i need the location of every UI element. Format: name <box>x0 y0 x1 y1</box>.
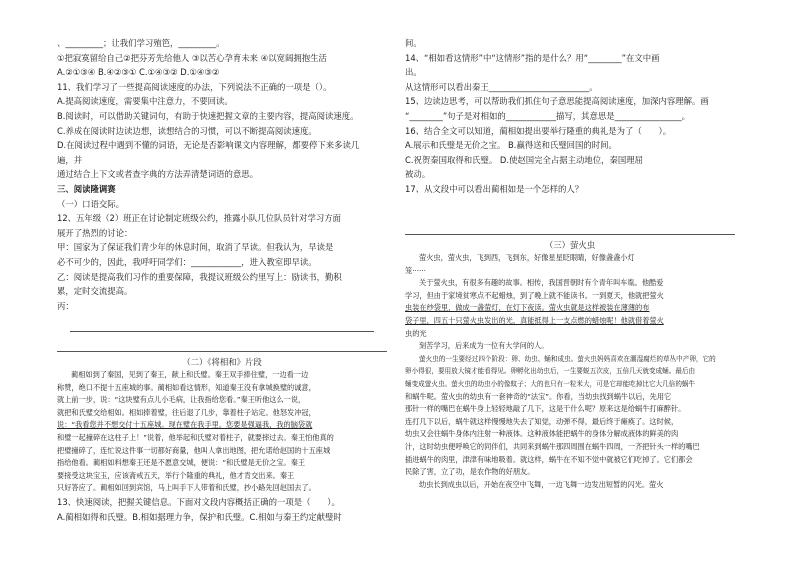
choice-line: A.②①③④ B.④②③① C.①④③② D.①④③② <box>57 67 220 78</box>
passage-line: 那针一样的嘴巴在蜗牛身上轻轻地敲了几下，这是干什么呢？原来这是给蜗牛打麻醉针。 <box>405 404 686 414</box>
passage-3 <box>405 239 735 491</box>
passage-line-underlined: 说：“我看您并不想交付十五座城。现在璧在我手里。您要是强逼我，我的脑袋就 <box>57 420 313 430</box>
text-line: 展开了热烈的讨论： <box>57 227 133 238</box>
passage-line-underlined: 虫装在纱袋里，做成一盏萤灯，在灯下夜读。萤火虫就是这样被装在薄薄的布 <box>405 303 650 313</box>
passage-line: 就把和氏璧交给相如。相如捧着璧，往后退了几步，靠着柱子站定。他怒发冲冠， <box>57 407 316 417</box>
passage-line: 刻苦学习，后来成为一位有大学问的人。 <box>419 341 549 351</box>
passage-line: 和璧一起撞碎在这柱子上！”说着，他举起和氏璧对着柱子，就要摔过去。秦王怕他真的 <box>57 432 334 442</box>
choice-b: B.阅读时，可以借助关键词句，有助于快速把握文章的主要内容，提高阅读速度。 <box>57 110 359 121</box>
text-line: 、_________；让我们学习殖笆，_________。 <box>57 38 225 48</box>
passage-2 <box>57 356 387 524</box>
answer-underline <box>70 331 374 332</box>
option-list: ①把寂寞留给自己②把芬芳先给他人 ③以苦心孕育未来 ④以宽阔拥抱生活 <box>57 52 327 63</box>
passage-line: 把璧撞碎了，连忙说这件事一切都好商量，他叫人拿出地图，把允诺给赵国的十五座城 <box>57 445 331 455</box>
passage-title: （三）萤火虫 <box>544 240 596 250</box>
question-14: 14、“相如看这情形”中“这情形”指的是什么？用“________”在文中画 <box>405 52 660 63</box>
text-line: 间。 <box>405 38 422 48</box>
choice-d-cont2: 通过结合上下文或者查字典的方法弄清楚词语的意思。 <box>57 169 258 180</box>
answer-underline <box>405 234 735 235</box>
choice-line: A.展示和氏璧是无价之宝。 B.赢得送和氏璧回国的时间。 <box>405 140 617 151</box>
passage-line: 连打几下以后，蜗牛就这样慢慢地失去了知觉，动弹不得，最后终于瘫痪了。这时候， <box>405 416 679 426</box>
choice-d-cont: 遍，并 <box>57 154 83 165</box>
section-divider <box>57 351 387 352</box>
passage-line: 汁，这时幼虫便呼唤它的同伴们，共同来到蜗牛那四周围在蜗牛四周，一齐把针头一样的嘴巴 <box>405 441 700 451</box>
question-16: 16、结合全文可以知道，蔺相如提出要举行隆重的典礼是为了（ ）。 <box>405 125 672 136</box>
choice-d: D.在阅读过程中遇到不懂的词语，无论是否影响课文内容理解，都要停下来多读几 <box>57 140 360 151</box>
section-heading: 三、阅读隆调赛 <box>57 183 116 194</box>
text-line: 乙：阅读是提高我们习作的重要保障，我提议班级公约里写上：励读书，勤积 <box>57 271 342 282</box>
passage-line: 就上前一步，说：“这块璧有点儿小毛病，让我指给您看。”秦王听他这么一说， <box>57 395 306 405</box>
passage-title: （二）《将相和》片段 <box>182 357 262 367</box>
passage-line: 虫的光 <box>405 328 427 338</box>
text-line: 从这情形可以看出秦王________________________。 <box>405 81 598 92</box>
passage-line: 学习，但由于家境贫寒点不起蜡烛，到了晚上就不能读书。一到夏天，他就把萤火 <box>405 290 664 300</box>
passage-line: 和蜗牛呢。萤火虫的幼虫有一套神奇的“法宝”。你看，当幼虫找到蜗牛以后，先用它 <box>405 391 672 401</box>
choice-line: C.祝贺秦国取得和氏璧。 D.使赵国完全占据主动地位，秦国理屈 <box>405 154 644 165</box>
passage-line: 民除了害，立了功，是农作物的好朋友。 <box>405 467 535 477</box>
text-line: 累，定时交流提高。 <box>57 286 133 297</box>
passage-line: 称赞，绝口不提十五座城的事。蔺相如看这情形，知道秦王没有拿城换璧的诚意， <box>57 382 316 392</box>
choice-c: C.养成在阅读时边读边想，读想结合的习惯，可以不断提高阅读速度。 <box>57 125 317 136</box>
subsection-heading: （一）口语交际。 <box>57 198 124 209</box>
choice-a: A.提高阅读速度，需要集中注意力，不要回读。 <box>57 96 233 107</box>
passage-line: 卵小得很，要用放大镜才能看得见。卵孵化出幼虫后，一生要蜕五次皮，五倍几天就变成蛹。最后由 <box>405 367 696 376</box>
passage-line: 蛹变成萤火虫。萤火虫的幼虫小的像蚊子；大的也只有一粒米大，可是它却能吃掉比它大几倍的蜗牛 <box>405 379 696 388</box>
question-11: 11、我们学习了一些提高阅读速度的办法，下列说法不正确的一项是（）。 <box>57 81 332 92</box>
text-line: “________”句子是对相如的____________描写，其意思是________________。 <box>405 110 691 121</box>
question-17: 17、从文段中可以看出蔺相如是一个怎样的人？ <box>405 183 584 194</box>
passage-line: 关于萤火虫，有很多有趣的故事。相传，我国晋朝时有个青年叫车胤。他酷爱 <box>419 278 664 288</box>
passage-line: 幼虫长到成虫以后，开始在夜空中飞舞，一边飞舞一边发出短暂的闪光。萤火 <box>419 479 664 489</box>
passage-line: 幼虫又会往蜗牛身体内注射一种液体。这种液体能把蜗牛的身体分解成液体的鲜美的肉 <box>405 429 679 439</box>
passage-line: 萤火虫的一生要经过四个阶段：卵、幼虫、蛹和成虫。萤火虫妈妈喜欢在潮湿腐烂的草丛中产卵，它的 <box>419 354 716 363</box>
question-15: 15、边读边思考，可以帮助我们抓住句子意思能提高阅读速度，加深内容理解。画 <box>405 96 709 107</box>
question-13-choices: A.蔺相如得和氏璧。B.相如据理力争，保护和氏璧。C.相如与秦王约定献璧时 <box>57 511 342 522</box>
passage-line: 要接受这块宝玉，应该斋戒五天，举行个隆重的典礼，他才肯交出来。秦王 <box>57 470 295 480</box>
passage-line: 萤火虫，萤火虫，飞到西，飞到东，好像星星眨眼睛，好像盏盏小灯 <box>419 253 635 262</box>
passage-line: 笼······ <box>405 265 426 275</box>
question-13: 13、快速阅读，把握关键信息。下面对文段内容概括正确的一项是（ ）。 <box>57 496 340 507</box>
passage-line-underlined: 袋子里，四五十只萤火虫发出的光，真能抵得上一支点燃的蜡烛呢！他就借着萤火 <box>405 315 664 325</box>
text-line: 甲：国家为了保证我们青少年的休息时间，取消了早读。但我认为，早读是 <box>57 242 334 253</box>
text-line: 必不可少的，因此，我呼吁同学们：____________，进入教室即早读。 <box>57 256 317 267</box>
passage-line: 指给他看。蔺相如料想秦王还是不愿意交城，便说：“和氏璧是无价之宝。秦王 <box>57 458 306 468</box>
question-12: 12、五年级（2）班正在讨论制定班级公约，推露小队几位队员针对学习方面 <box>57 213 341 224</box>
passage-line: 蔺相如到了秦国，见到了秦王，献上和氏璧。秦王双手捧住璧，一边看一边 <box>71 370 309 379</box>
passage-line: 只好答应了。蔺相如回到宾馆，马上叫手下人带着和氏璧，抄小路先回赵国去了。 <box>57 483 316 493</box>
text-line: 被动。 <box>405 169 431 180</box>
answer-line-label: 丙： <box>57 300 74 311</box>
passage-line: 插进蜗牛的肉里，津津有味地吸着。就这样，蜗牛在不知不觉中就被它们吃掉了。它们都会 <box>405 454 693 464</box>
right-column <box>405 36 735 197</box>
left-column <box>57 36 387 313</box>
text-line: 出。 <box>405 67 422 78</box>
